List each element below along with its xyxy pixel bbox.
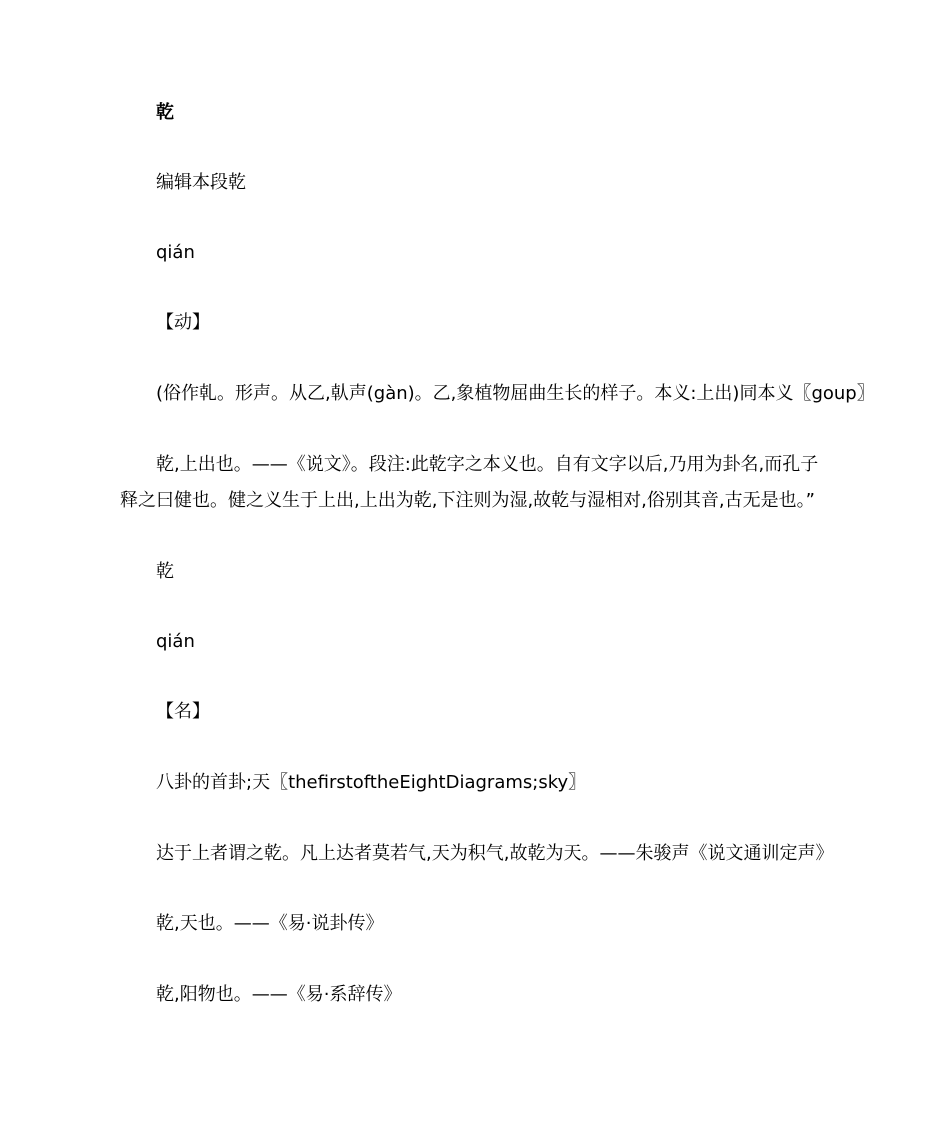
- quote-zhu-junsheng: 达于上者谓之乾。凡上达者莫若气,天为积气,故乾为天。——朱骏声《说文通训定声》: [156, 843, 834, 864]
- part-of-speech-noun: 【名】: [156, 701, 210, 722]
- definition-noun: 八卦的首卦;天〖thefirstoftheEightDiagrams;sky〗: [156, 772, 587, 793]
- part-of-speech-verb: 【动】: [156, 312, 210, 333]
- entry-title: 乾: [156, 102, 174, 123]
- character-line: 乾: [156, 561, 174, 582]
- pinyin-line-2: qián: [156, 631, 195, 652]
- definition-verb: (俗作乹。形声。从乙,倝声(gàn)。乙,象植物屈曲生长的样子。本义:上出)同本义〖goup〗: [156, 383, 875, 404]
- quote-xici: 乾,阳物也。——《易·系辞传》: [156, 984, 402, 1005]
- section-heading: 编辑本段乾: [156, 172, 246, 193]
- quote-shuowen: 乾,上出也。——《说文》。段注:此乾字之本义也。自有文字以后,乃用为卦名,而孔子释之曰健也。健之义生于上出,上出为乾,下注则为湿,故乾与湿相对,俗别其音,古无是也。”: [120, 454, 819, 511]
- quote-shuogua: 乾,天也。——《易·说卦传》: [156, 913, 384, 934]
- pinyin-line: qián: [156, 242, 195, 263]
